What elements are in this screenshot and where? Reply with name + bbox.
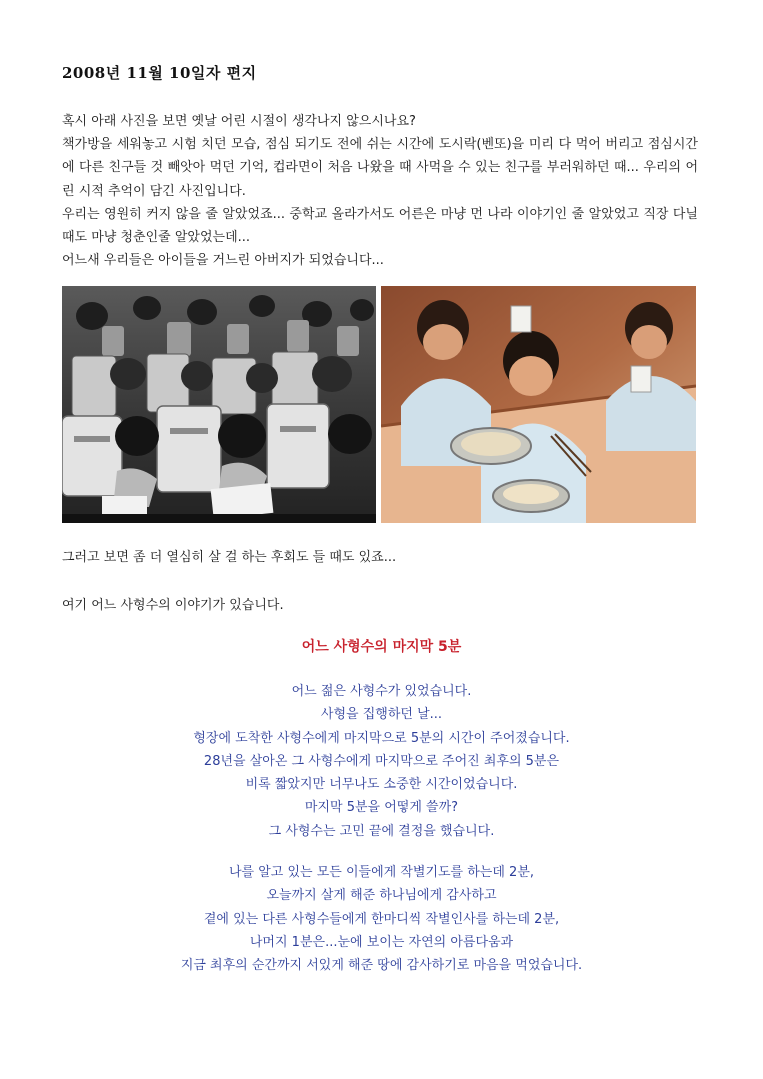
poem-stanza [0,861,763,977]
poem-line: 오늘까지 살게 해준 하나님에게 감사하고 [266,888,497,904]
classroom-exam-photo [62,286,376,523]
poem-line: 어느 젊은 사형수가 있었습니다. [291,684,472,699]
poem-line: 지금 최후의 순간까지 서있게 해준 땅에 감사하기로 마음을 먹었습니다. [180,958,583,974]
after-photo-line: 여기 어느 사형수의 이야기가 있습니다. [62,598,284,613]
children-lunchbox-photo [381,286,696,523]
poem-line: 마지막 5분을 어떻게 쓸까? [304,800,459,816]
poem-line: 곁에 있는 다른 사형수들에게 한마디씩 작별인사를 하는데 2분, [203,911,560,927]
intro-line: 책가방을 세워놓고 시험 치던 모습, 점심 되기도 전에 쉬는 시간에 도시락(벤또)을 미리 다 먹어 버리고 점심시간에 다른 친구들 것 빼앗아 먹던 기억, 컵라면이 처음 나왔을 때 사먹을 수 있는 친구를 부러워하던 때... 우리의 어린 시적 추억이 담긴 사진입니다. [62,137,698,199]
story-title: 어느 사형수의 마지막 5분 [301,639,462,655]
poem-line: 나머지 1분은...눈에 보이는 자연의 아름다움과 [249,934,514,950]
intro-paragraphs [62,110,698,272]
intro-line: 혹시 아래 사진을 보면 옛날 어린 시절이 생각나지 않으시나요? [62,114,416,129]
poem-line: 나를 알고 있는 모든 이들에게 작별기도를 하는데 2분, [228,865,535,880]
poem-stanza [0,680,763,843]
intro-line: 어느새 우리들은 아이들을 거느린 아버지가 되었습니다... [62,253,384,269]
intro-line: 우리는 영원히 커지 않을 줄 알았었죠... 중학교 올라가서도 어른은 마냥 먼 나라 이야기인 줄 알았었고 직장 다닐 때도 마냥 청춘인줄 알았었는데... [62,206,698,246]
letter-title: 2008년 11월 10일자 편지 [62,64,257,82]
poem-line: 사형을 집행하던 날... [320,707,443,723]
poem-line: 비록 짧았지만 너무나도 소중한 시간이었습니다. [245,777,518,793]
after-photo-line: 그러고 보면 좀 더 열심히 살 걸 하는 후회도 들 때도 있죠... [62,550,397,565]
poem-line: 28년을 살아온 그 사형수에게 마지막으로 주어진 최후의 5분은 [203,753,560,769]
poem-line: 형장에 도착한 사형수에게 마지막으로 5분의 시간이 주어졌습니다. [193,730,570,746]
poem-line: 그 사형수는 고민 끝에 결정을 했습니다. [268,823,495,839]
